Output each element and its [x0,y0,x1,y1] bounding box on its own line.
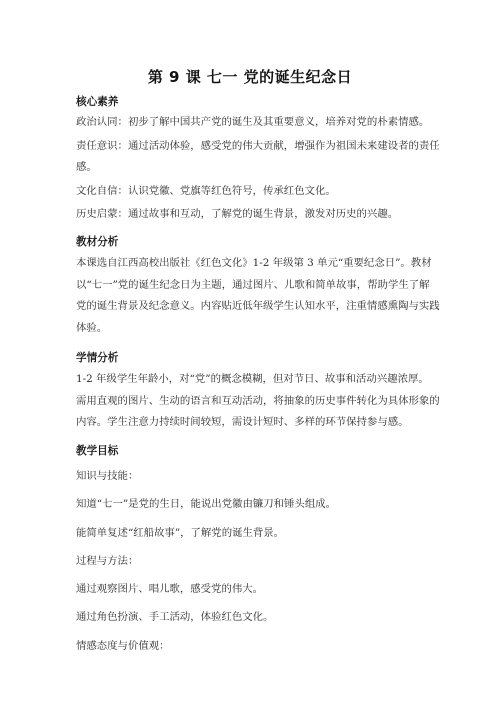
core-item-political [76,112,448,134]
text-line: 以“七一”党的诞生纪念日为主题，通过图片、儿歌和简单故事，帮助学生了解 [76,278,430,291]
text-line: 政治认同：初步了解中国共产党的诞生及其重要意义，培养对党的朴素情感。 [76,116,430,128]
text-line: 本课选自江西高校出版社《红色文化》1-2 年级第 3 单元“重要纪念日”。教材 [76,257,432,269]
section-heading-goals: 教学目标 [76,445,119,457]
goal-item: 通过观察图片、唱儿歌，感受党的伟大。 [76,583,264,596]
goal-subheading: 情感态度与价值观： [76,639,170,652]
material-analysis-block [76,253,448,339]
text-line: 需用直观的图片、生动的语言和互动活动，将抽象的历史事件转化为具体形象的 [76,394,440,407]
core-item-culture [76,181,448,203]
core-item-responsibility [76,136,448,179]
goal-item: 通过角色扮演、手工活动，体验红色文化。 [76,611,274,624]
text-line: 责任意识：通过活动体验，感受党的伟大贡献，增强作为祖国未来建设者的责任 [76,139,440,152]
page-title: 第 9 课 七一 党的诞生纪念日 [147,68,353,86]
text-line: 历史启蒙：通过故事和互动，了解党的诞生背景，激发对历史的兴趣。 [76,208,399,220]
text-line: 1-2 年级学生年龄小，对“党”的概念模糊，但对节日、故事和活动兴趣浓厚。 [76,373,429,385]
goal-subheading: 知识与技能： [76,470,139,482]
goal-item: 能简单复述“红船故事”，了解党的诞生背景。 [76,526,285,539]
section-heading-material: 教材分析 [76,236,119,248]
section-heading-students: 学情分析 [76,352,119,364]
goal-subheading: 过程与方法： [76,554,139,567]
core-literacy-block [76,112,448,228]
text-line: 内容。学生注意力持续时间较短，需设计短时、多样的环节保持参与感。 [76,416,409,428]
text-line: 体验。 [76,321,108,334]
teaching-goals-block [76,462,448,660]
student-analysis-block [76,369,448,434]
text-line: 感。 [76,161,97,173]
text-line: 文化自信：认识党徽、党旗等红色符号，传承红色文化。 [76,184,336,197]
core-item-history [76,204,448,226]
section-heading-core: 核心素养 [76,96,119,108]
goal-item: 知道“七一”是党的生日，能说出党徽由镰刀和锤头组成。 [76,498,336,511]
text-line: 党的诞生背景及纪念意义。内容贴近低年级学生认知水平，注重情感熏陶与实践 [76,300,440,312]
